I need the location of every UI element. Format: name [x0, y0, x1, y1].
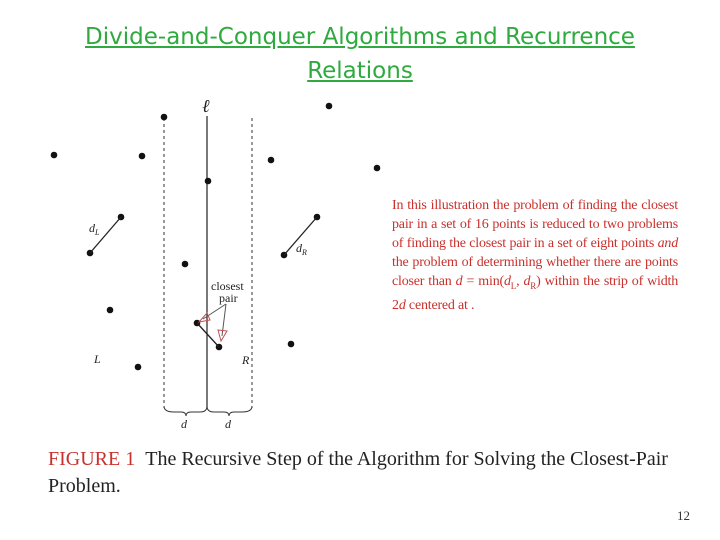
- figure-caption: [48, 446, 688, 500]
- left-width-brace: [164, 406, 207, 416]
- point: [139, 153, 146, 160]
- closest-label: closest: [211, 279, 244, 293]
- point: [107, 307, 114, 314]
- point: [268, 157, 275, 164]
- points: [51, 103, 381, 371]
- page-number: 12: [677, 508, 690, 523]
- illustration-note: In this illustration the problem of finding the closest pair in a set of 16 points is reduced to two problems of finding the closest pair in a set of eight points and the problem of determining whether there are points closer than $d = \min(d_L$, $d_R$) within the strip of width 2d centered at .: [392, 198, 678, 313]
- closest-pair-segment: [197, 323, 219, 347]
- dividing-line-label: ℓ: [202, 96, 210, 116]
- left-d-label: d: [181, 417, 187, 431]
- point: [161, 114, 168, 121]
- point: [326, 103, 333, 110]
- right-d-label: d: [225, 417, 231, 431]
- point: [288, 341, 295, 348]
- point: [205, 178, 212, 185]
- right-region-label: R: [242, 353, 250, 367]
- point: [51, 152, 58, 159]
- title-line-2: Relations: [307, 58, 413, 84]
- left-region-label: L: [94, 352, 101, 366]
- title-line-1: Divide-and-Conquer Algorithms and Recurrence: [85, 24, 635, 50]
- dR-label: $d_R$: [296, 241, 307, 257]
- dL-label: $d_L$: [89, 221, 100, 237]
- point: [182, 261, 189, 268]
- figure-label: FIGURE 1: [48, 448, 136, 470]
- right-width-brace: [207, 406, 252, 416]
- point: [135, 364, 142, 371]
- point: [374, 165, 381, 172]
- pair-label: pair: [219, 291, 238, 305]
- caption-text: The Recursive Step of the Algorithm for Solving the Closest-Pair Problem.: [48, 448, 668, 497]
